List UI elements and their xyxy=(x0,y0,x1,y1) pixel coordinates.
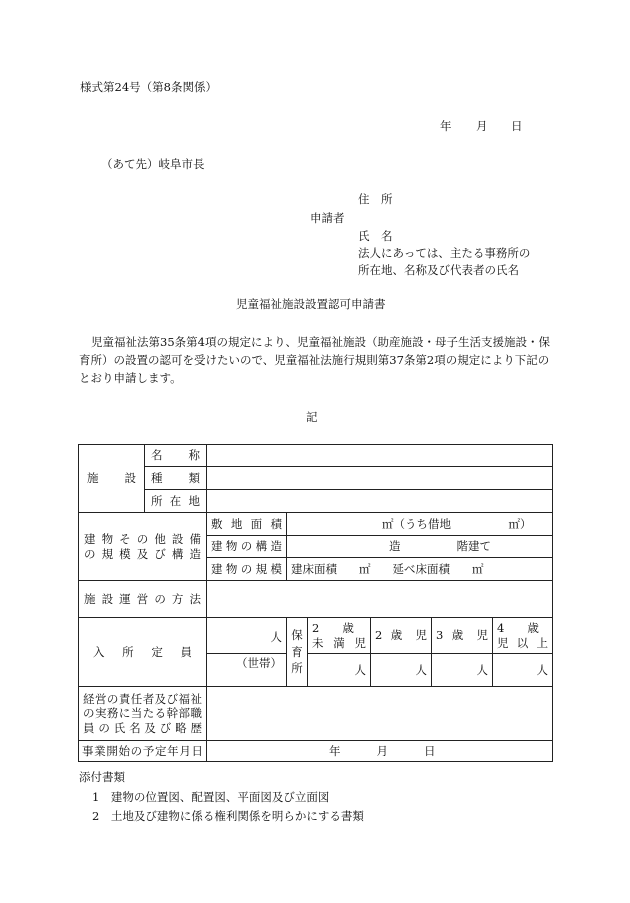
address-label: 住 所 xyxy=(358,192,393,206)
under2-value[interactable]: 人 xyxy=(308,654,371,687)
manager-label-line3: 員の氏名及び略歴 xyxy=(83,720,202,735)
applicant-label: 申請者 xyxy=(310,211,345,225)
corporation-note-line1: 法人にあっては、主たる事務所の xyxy=(358,246,531,260)
floor-area-unit: ㎡ xyxy=(359,561,371,576)
operation-field[interactable] xyxy=(207,581,553,618)
total-floor-area-unit: ㎡ xyxy=(472,561,484,576)
structure-field[interactable] xyxy=(287,536,553,558)
start-date-label: 事業開始の予定年月日 xyxy=(79,741,207,762)
age4plus-header-top: 4 歳 xyxy=(497,621,539,636)
operation-row xyxy=(79,581,553,618)
under2-header xyxy=(308,618,371,654)
nursery-char-3: 所 xyxy=(291,661,303,676)
structure-zo: 造 xyxy=(389,539,401,554)
building-label-line1: 建物その他設備 xyxy=(84,532,201,547)
facility-type-row xyxy=(79,467,553,490)
document-title: 児童福祉施設設置認可申請書 xyxy=(236,297,386,311)
date-year: 年 xyxy=(440,119,452,133)
manager-label xyxy=(79,687,207,741)
nursery-cell xyxy=(287,618,308,687)
total-floor-area-label: 延べ床面積 xyxy=(392,561,450,576)
start-date-row xyxy=(79,741,553,762)
date-month: 月 xyxy=(476,119,488,133)
start-date-day: 日 xyxy=(424,743,436,758)
structure-label: 建物の構造 xyxy=(207,536,287,558)
site-area-value[interactable]: ㎡（うち借地 ㎡） xyxy=(287,513,553,536)
facility-label: 施設 xyxy=(79,445,145,513)
manager-label-line2: の実務に当たる幹部職 xyxy=(83,706,202,721)
site-area-label: 敷地面積 xyxy=(207,513,287,536)
application-table xyxy=(78,444,553,762)
age3-header: 3 歳 児 xyxy=(432,618,493,654)
age4plus-header xyxy=(493,618,553,654)
capacity-person-unit: 人 xyxy=(270,630,282,644)
facility-name-field[interactable] xyxy=(207,445,553,467)
start-date-year: 年 xyxy=(329,743,341,758)
nursery-char-2: 育 xyxy=(291,644,303,659)
site-area-row xyxy=(79,513,553,536)
facility-type-label: 種類 xyxy=(145,467,207,490)
facility-type-field[interactable] xyxy=(207,467,553,490)
building-label xyxy=(79,513,207,581)
facility-name-row xyxy=(79,445,553,467)
start-date-field[interactable] xyxy=(207,741,553,762)
building-label-line2: の規模及び構造 xyxy=(84,546,201,561)
capacity-person-cell xyxy=(207,618,287,654)
form-number: 様式第24号（第8条関係） xyxy=(80,80,217,94)
capacity-label: 入所定員 xyxy=(79,618,207,687)
facility-name-label: 名称 xyxy=(145,445,207,467)
attachment-item-2: 2 土地及び建物に係る権利関係を明らかにする書類 xyxy=(92,809,364,823)
households-cell xyxy=(207,654,287,687)
body-line2: 育所）の設置の認可を受けたいので、児童福祉法施行規則第37条第2項の規定により下記の xyxy=(79,353,550,367)
nursery-char-1: 保 xyxy=(291,627,303,642)
addressee: （あて先）岐阜市長 xyxy=(101,157,205,171)
start-date-month: 月 xyxy=(376,743,388,758)
age4plus-header-bottom: 児以上 xyxy=(497,635,548,650)
facility-location-field[interactable] xyxy=(207,490,553,513)
operation-label: 施設運営の方法 xyxy=(79,581,207,618)
name-label: 氏 名 xyxy=(358,229,393,243)
scale-field[interactable] xyxy=(287,558,553,581)
corporation-note-line2: 所在地、名称及び代表者の氏名 xyxy=(358,263,519,277)
facility-location-row xyxy=(79,490,553,513)
structure-floors: 階建て xyxy=(456,539,491,554)
under2-header-top: 2 歳 xyxy=(312,621,354,636)
capacity-header-row xyxy=(79,618,553,654)
scale-label: 建物の規模 xyxy=(207,558,287,581)
manager-row xyxy=(79,687,553,741)
age2-header: 2 歳 児 xyxy=(371,618,432,654)
facility-location-label: 所在地 xyxy=(145,490,207,513)
under2-header-bottom: 未満児 xyxy=(312,635,366,650)
floor-area-label: 建床面積 xyxy=(291,561,337,576)
body-line3: とおり申請します。 xyxy=(79,371,182,385)
ki-heading: 記 xyxy=(306,410,318,424)
age4plus-value[interactable]: 人 xyxy=(493,654,553,687)
manager-field[interactable] xyxy=(207,687,553,741)
manager-label-line1: 経営の責任者及び福祉 xyxy=(83,691,202,706)
age2-value[interactable]: 人 xyxy=(371,654,432,687)
attachments-title: 添付書類 xyxy=(79,770,125,784)
body-line1: 児童福祉法第35条第4項の規定により、児童福祉施設（助産施設・母子生活支援施設・保 xyxy=(91,335,550,349)
age3-value[interactable]: 人 xyxy=(432,654,493,687)
attachment-item-1: 1 建物の位置図、配置図、平面図及び立面図 xyxy=(92,790,330,804)
households-label: （世帯） xyxy=(236,656,282,670)
date-day: 日 xyxy=(511,119,523,133)
